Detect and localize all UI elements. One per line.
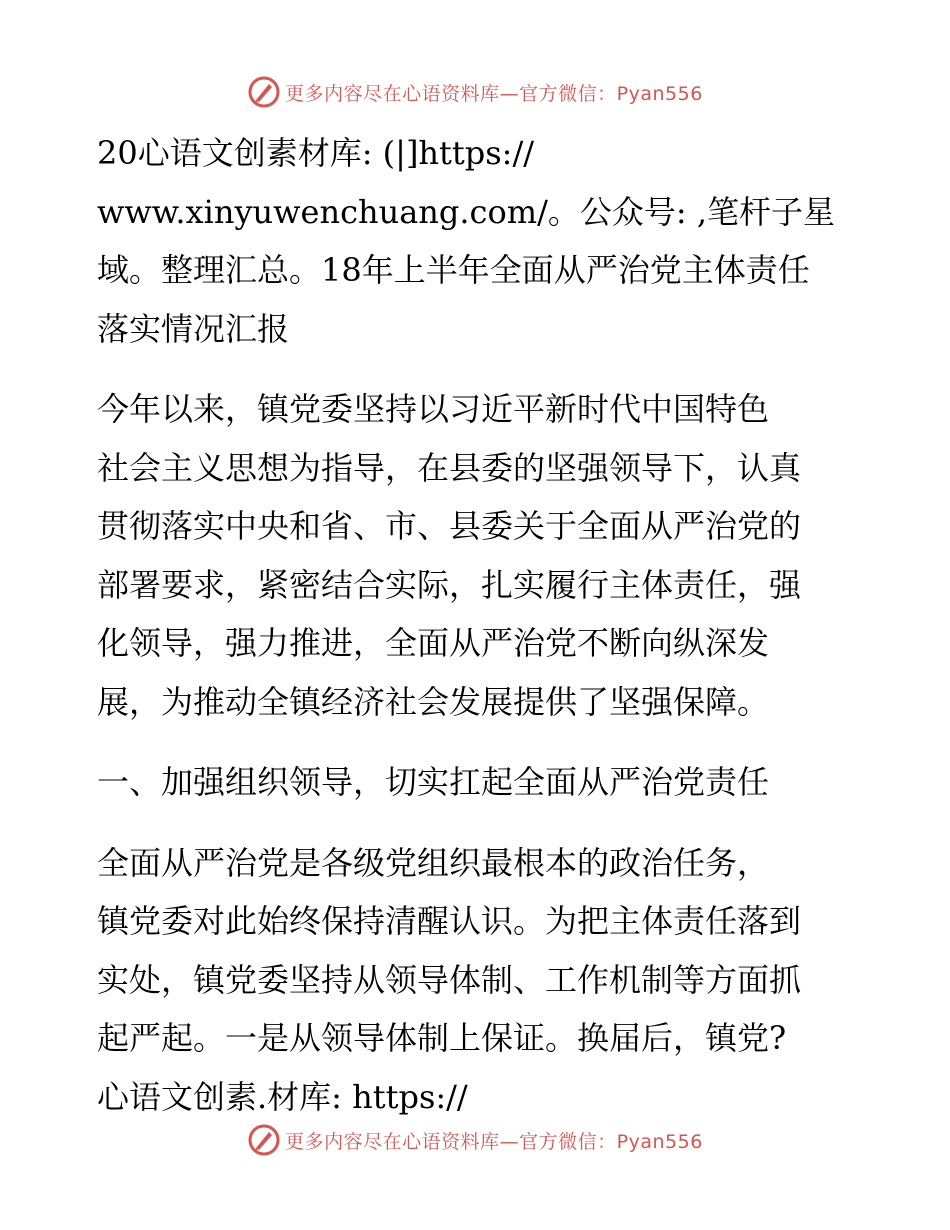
text-line: 贯彻落实中央和省、市、县委关于全面从严治党的 xyxy=(97,507,802,545)
text-line: 全面从严治党是各级党组织最根本的政治任务， xyxy=(97,843,770,882)
text-line: 域。整理汇总。18年上半年全面从严治党主体责任 xyxy=(97,251,810,289)
quill-logo-icon xyxy=(247,1123,281,1157)
text-line: www.xinyuwenchuang.com/。公众号: ,笔杆子星 xyxy=(97,192,835,231)
text-line: 化领导，强力推进，全面从严治党不断向纵深发 xyxy=(97,624,770,662)
header-watermark-banner xyxy=(0,72,950,112)
text-line: 起严起。一是从领导体制上保证。换届后，镇党? xyxy=(97,1019,787,1057)
document-body xyxy=(97,124,867,1126)
text-line: 社会主义思想为指导，在县委的坚强领导下，认真 xyxy=(97,448,802,487)
text-line: 20心语文创素材库: (|]https:// xyxy=(97,134,535,172)
text-line: 实处，镇党委坚持从领导体制、工作机制等方面抓 xyxy=(97,960,802,999)
text-line: 展，为推动全镇经济社会发展提供了坚强保障。 xyxy=(97,682,770,721)
footer-banner-text: 更多内容尽在心语资料库—官方微信：Pyan556 xyxy=(285,1130,703,1153)
quill-logo-icon xyxy=(247,75,281,109)
text-line: 镇党委对此始终保持清醒认识。为把主体责任落到 xyxy=(97,902,802,940)
text-line: 心语文创素.材库: https:// xyxy=(97,1077,468,1116)
footer-watermark-banner xyxy=(0,1120,950,1160)
text-line: 今年以来，镇党委坚持以习近平新时代中国特色 xyxy=(97,390,770,428)
header-banner-text: 更多内容尽在心语资料库—官方微信：Pyan556 xyxy=(285,82,703,105)
document-title: 落实情况汇报 xyxy=(97,309,290,348)
text-line: 部署要求，紧密结合实际，扎实履行主体责任，强 xyxy=(97,565,802,604)
section-heading: 一、加强组织领导，切实扛起全面从严治党责任 xyxy=(97,763,770,801)
